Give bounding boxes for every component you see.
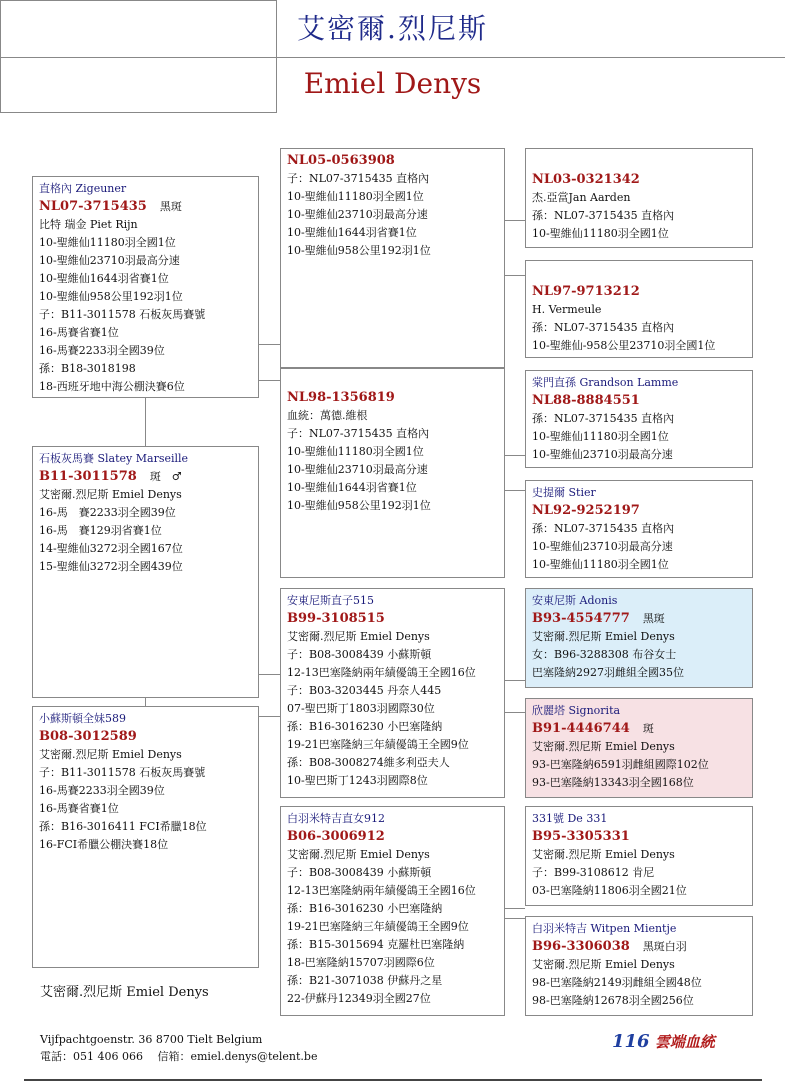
sire-line: 15-聖維仙3272羽全國439位 bbox=[39, 560, 183, 573]
sire-line: 14-聖維仙3272羽全國167位 bbox=[39, 542, 183, 555]
gen3-name: 白羽米特吉 Witpen Mientje bbox=[532, 922, 677, 935]
gen2-line: 血統：萬德.維根 bbox=[287, 409, 368, 422]
sire-color: 斑 ♂ bbox=[149, 470, 182, 483]
gen3-line: 艾密爾.烈尼斯 Emiel Denys bbox=[532, 740, 675, 753]
gen3-line: 孫：NL07-3715435 直格內 bbox=[532, 412, 675, 425]
subject-line: 16-馬賽2233羽全國39位 bbox=[39, 344, 165, 357]
gen3-line: 98-巴塞隆納2149羽雌組全國48位 bbox=[532, 976, 702, 989]
gen3-line: 巴塞隆納2927羽雌組全國35位 bbox=[532, 666, 684, 679]
subject-line: 18-西班牙地中海公棚決賽6位 bbox=[39, 380, 185, 393]
gen3-ring: NL97-9713212 bbox=[532, 284, 640, 299]
gen3-name: 史提爾 Stier bbox=[532, 486, 596, 499]
bottom-divider bbox=[24, 1079, 762, 1081]
subject-line: 10-聖維仙11180羽全國1位 bbox=[39, 236, 176, 249]
sire-ring: B11-3011578 bbox=[39, 469, 137, 484]
dam-line: 孫：B16-3016411 FCI希臘18位 bbox=[39, 820, 207, 833]
gen3-box-6 bbox=[525, 806, 753, 906]
gen3-line: 10-聖維仙11180羽全國1位 bbox=[532, 227, 669, 240]
gen2-line: 07-聖巴斯丁1803羽國際30位 bbox=[287, 702, 435, 715]
gen2-line: 10-聖維仙11180羽全國1位 bbox=[287, 190, 424, 203]
dam-line: 艾密爾.烈尼斯 Emiel Denys bbox=[39, 748, 182, 761]
gen2-line: 子：B08-3008439 小蘇斯頓 bbox=[287, 866, 432, 879]
gen2-ring: NL05-0563908 bbox=[287, 153, 395, 168]
dam-line: 16-馬賽省賽1位 bbox=[39, 802, 119, 815]
gen2-box-2 bbox=[280, 588, 505, 798]
subject-ring: NL07-3715435 bbox=[39, 199, 147, 214]
title-box bbox=[0, 0, 488, 113]
subject-line: 子：B11-3011578 石板灰馬賽號 bbox=[39, 308, 206, 321]
gen3-line: 10-聖維仙23710羽最高分速 bbox=[532, 540, 673, 553]
gen2-line: 子：B03-3203445 丹奈人445 bbox=[287, 684, 442, 697]
gen3-line: 杰.亞當Jan Aarden bbox=[532, 191, 631, 204]
gen2-line: 孫：B15-3015694 克羅杜巴塞隆納 bbox=[287, 938, 465, 951]
gen3-box-2 bbox=[525, 370, 753, 468]
gen2-line: 10-聖維仙958公里192羽1位 bbox=[287, 499, 431, 512]
subject-line: 比特 瑞金 Piet Rijn bbox=[39, 218, 138, 231]
gen3-color: 黑斑白羽 bbox=[642, 940, 687, 953]
title-chinese: 艾密爾.烈尼斯 bbox=[0, 0, 785, 58]
gen3-ring: NL92-9252197 bbox=[532, 503, 640, 518]
subject-line: 16-馬賽省賽1位 bbox=[39, 326, 119, 339]
gen3-ring: B93-4554777 bbox=[532, 611, 630, 626]
gen2-name: 白羽米特吉直女912 bbox=[287, 812, 385, 825]
gen3-name: 331號 De 331 bbox=[532, 812, 608, 825]
gen3-line: 10-聖維仙11180羽全國1位 bbox=[532, 430, 669, 443]
title-english: Emiel Denys bbox=[303, 67, 482, 100]
gen3-box-7 bbox=[525, 916, 753, 1016]
subject-box bbox=[32, 176, 259, 398]
gen3-line: 10-聖維仙11180羽全國1位 bbox=[532, 558, 669, 571]
gen2-box-3 bbox=[280, 806, 505, 1016]
gen3-ring: NL88-8884551 bbox=[532, 393, 640, 408]
footer-address: Vijfpachtgoenstr. 36 8700 Tielt Belgium bbox=[40, 1033, 263, 1046]
gen3-line: 98-巴塞隆納12678羽全國256位 bbox=[532, 994, 694, 1007]
gen2-line: 10-聖維仙23710羽最高分速 bbox=[287, 208, 428, 221]
gen2-ring: B06-3006912 bbox=[287, 829, 385, 844]
gen3-line: 艾密爾.烈尼斯 Emiel Denys bbox=[532, 630, 675, 643]
gen2-line: 子：NL07-3715435 直格內 bbox=[287, 172, 430, 185]
dam-name: 小蘇斯頓全妹589 bbox=[39, 712, 126, 725]
sire-line: 16-馬 賽2233羽全國39位 bbox=[39, 506, 176, 519]
gen3-line: 10-聖維仙23710羽最高分速 bbox=[532, 448, 673, 461]
logo-number: 116 bbox=[612, 1031, 650, 1052]
gen2-line: 子：B08-3008439 小蘇斯頓 bbox=[287, 648, 432, 661]
gen3-box-5 bbox=[525, 698, 753, 798]
dam-line: 16-FCI希臘公棚決賽18位 bbox=[39, 838, 169, 851]
gen3-box-4 bbox=[525, 588, 753, 688]
gen3-ring: B95-3305331 bbox=[532, 829, 630, 844]
subject-name: 直格內 Zigeuner bbox=[39, 182, 127, 195]
gen2-line: 10-聖維仙23710羽最高分速 bbox=[287, 463, 428, 476]
gen3-color: 黑斑 bbox=[642, 612, 665, 625]
gen2-line: 10-聖維仙1644羽省賽1位 bbox=[287, 481, 417, 494]
gen2-line: 孫：B21-3071038 伊蘇丹之星 bbox=[287, 974, 443, 987]
subject-line: 10-聖維仙23710羽最高分速 bbox=[39, 254, 180, 267]
gen3-ring: B91-4446744 bbox=[532, 721, 630, 736]
subject-line: 10-聖維仙958公里192羽1位 bbox=[39, 290, 183, 303]
gen3-box-1 bbox=[525, 260, 753, 358]
gen3-line: H. Vermeule bbox=[532, 303, 602, 316]
gen3-line: 艾密爾.烈尼斯 Emiel Denys bbox=[532, 958, 675, 971]
sire-line: 艾密爾.烈尼斯 Emiel Denys bbox=[39, 488, 182, 501]
gen2-line: 艾密爾.烈尼斯 Emiel Denys bbox=[287, 630, 430, 643]
gen2-line: 孫：B16-3016230 小巴塞隆納 bbox=[287, 720, 443, 733]
gen2-line: 孫：B08-3008274維多利亞夫人 bbox=[287, 756, 450, 769]
gen2-line: 19-21巴塞隆納三年績優鴿王全國9位 bbox=[287, 738, 469, 751]
dam-line: 子：B11-3011578 石板灰馬賽號 bbox=[39, 766, 206, 779]
sire-box bbox=[32, 446, 259, 698]
subject-line: 10-聖維仙1644羽省賽1位 bbox=[39, 272, 169, 285]
dam-ring: B08-3012589 bbox=[39, 729, 137, 744]
gen3-line: 10-聖維仙-958公里23710羽全國1位 bbox=[532, 339, 716, 352]
logo bbox=[612, 1031, 715, 1052]
subject-color: 黑斑 bbox=[159, 200, 182, 213]
gen3-name: 欣麗塔 Signorita bbox=[532, 704, 621, 717]
gen2-line: 10-聖維仙1644羽省賽1位 bbox=[287, 226, 417, 239]
gen2-line: 艾密爾.烈尼斯 Emiel Denys bbox=[287, 848, 430, 861]
breeder-name: 艾密爾.烈尼斯 Emiel Denys bbox=[40, 985, 209, 1000]
gen3-line: 03-巴塞隆納11806羽全國21位 bbox=[532, 884, 687, 897]
gen3-ring: NL03-0321342 bbox=[532, 172, 640, 187]
gen2-line: 19-21巴塞隆納三年績優鴿王全國9位 bbox=[287, 920, 469, 933]
gen3-color: 斑 bbox=[642, 722, 654, 735]
gen3-line: 孫：NL07-3715435 直格內 bbox=[532, 522, 675, 535]
gen2-line: 10-聖巴斯丁1243羽國際8位 bbox=[287, 774, 428, 787]
logo-text: 雲端血統 bbox=[654, 1033, 715, 1051]
subject-line: 孫：B18-3018198 bbox=[39, 362, 136, 375]
gen2-line: 12-13巴塞隆納兩年績優鴿王全國16位 bbox=[287, 666, 476, 679]
gen3-line: 孫：NL07-3715435 直格內 bbox=[532, 209, 675, 222]
gen3-line: 93-巴塞隆納13343羽全國168位 bbox=[532, 776, 694, 789]
gen2-line: 孫：B16-3016230 小巴塞隆納 bbox=[287, 902, 443, 915]
gen2-name: 安東尼斯直子515 bbox=[287, 594, 374, 607]
gen2-ring: NL98-1356819 bbox=[287, 390, 395, 405]
sire-name: 石板灰馬賽 Slatey Marseille bbox=[39, 452, 189, 465]
gen2-ring: B99-3108515 bbox=[287, 611, 385, 626]
dam-box bbox=[32, 706, 259, 968]
gen2-box-0 bbox=[280, 148, 505, 368]
gen2-line: 10-聖維仙958公里192羽1位 bbox=[287, 244, 431, 257]
gen2-line: 12-13巴塞隆納兩年績優鴿王全國16位 bbox=[287, 884, 476, 897]
gen3-name: 棠門直孫 Grandson Lamme bbox=[532, 376, 679, 389]
gen3-ring: B96-3306038 bbox=[532, 939, 630, 954]
footer-contact: 電話：051 406 066 信箱：emiel.denys@telent.be bbox=[40, 1050, 318, 1063]
gen3-line: 93-巴塞隆納6591羽雌組國際102位 bbox=[532, 758, 709, 771]
gen2-line: 18-巴塞隆納15707羽國際6位 bbox=[287, 956, 435, 969]
gen3-line: 子：B99-3108612 肯尼 bbox=[532, 866, 655, 879]
gen2-line: 子：NL07-3715435 直格內 bbox=[287, 427, 430, 440]
gen3-line: 艾密爾.烈尼斯 Emiel Denys bbox=[532, 848, 675, 861]
sire-line: 16-馬 賽129羽省賽1位 bbox=[39, 524, 162, 537]
gen3-line: 女：B96-3288308 布谷女士 bbox=[532, 648, 677, 661]
gen2-line: 10-聖維仙11180羽全國1位 bbox=[287, 445, 424, 458]
gen2-line: 22-伊蘇丹12349羽全國27位 bbox=[287, 992, 431, 1005]
gen2-box-1 bbox=[280, 368, 505, 578]
gen3-box-0 bbox=[525, 148, 753, 248]
dam-line: 16-馬賽2233羽全國39位 bbox=[39, 784, 165, 797]
gen3-line: 孫：NL07-3715435 直格內 bbox=[532, 321, 675, 334]
gen3-name: 安東尼斯 Adonis bbox=[532, 594, 618, 607]
gen3-box-3 bbox=[525, 480, 753, 578]
